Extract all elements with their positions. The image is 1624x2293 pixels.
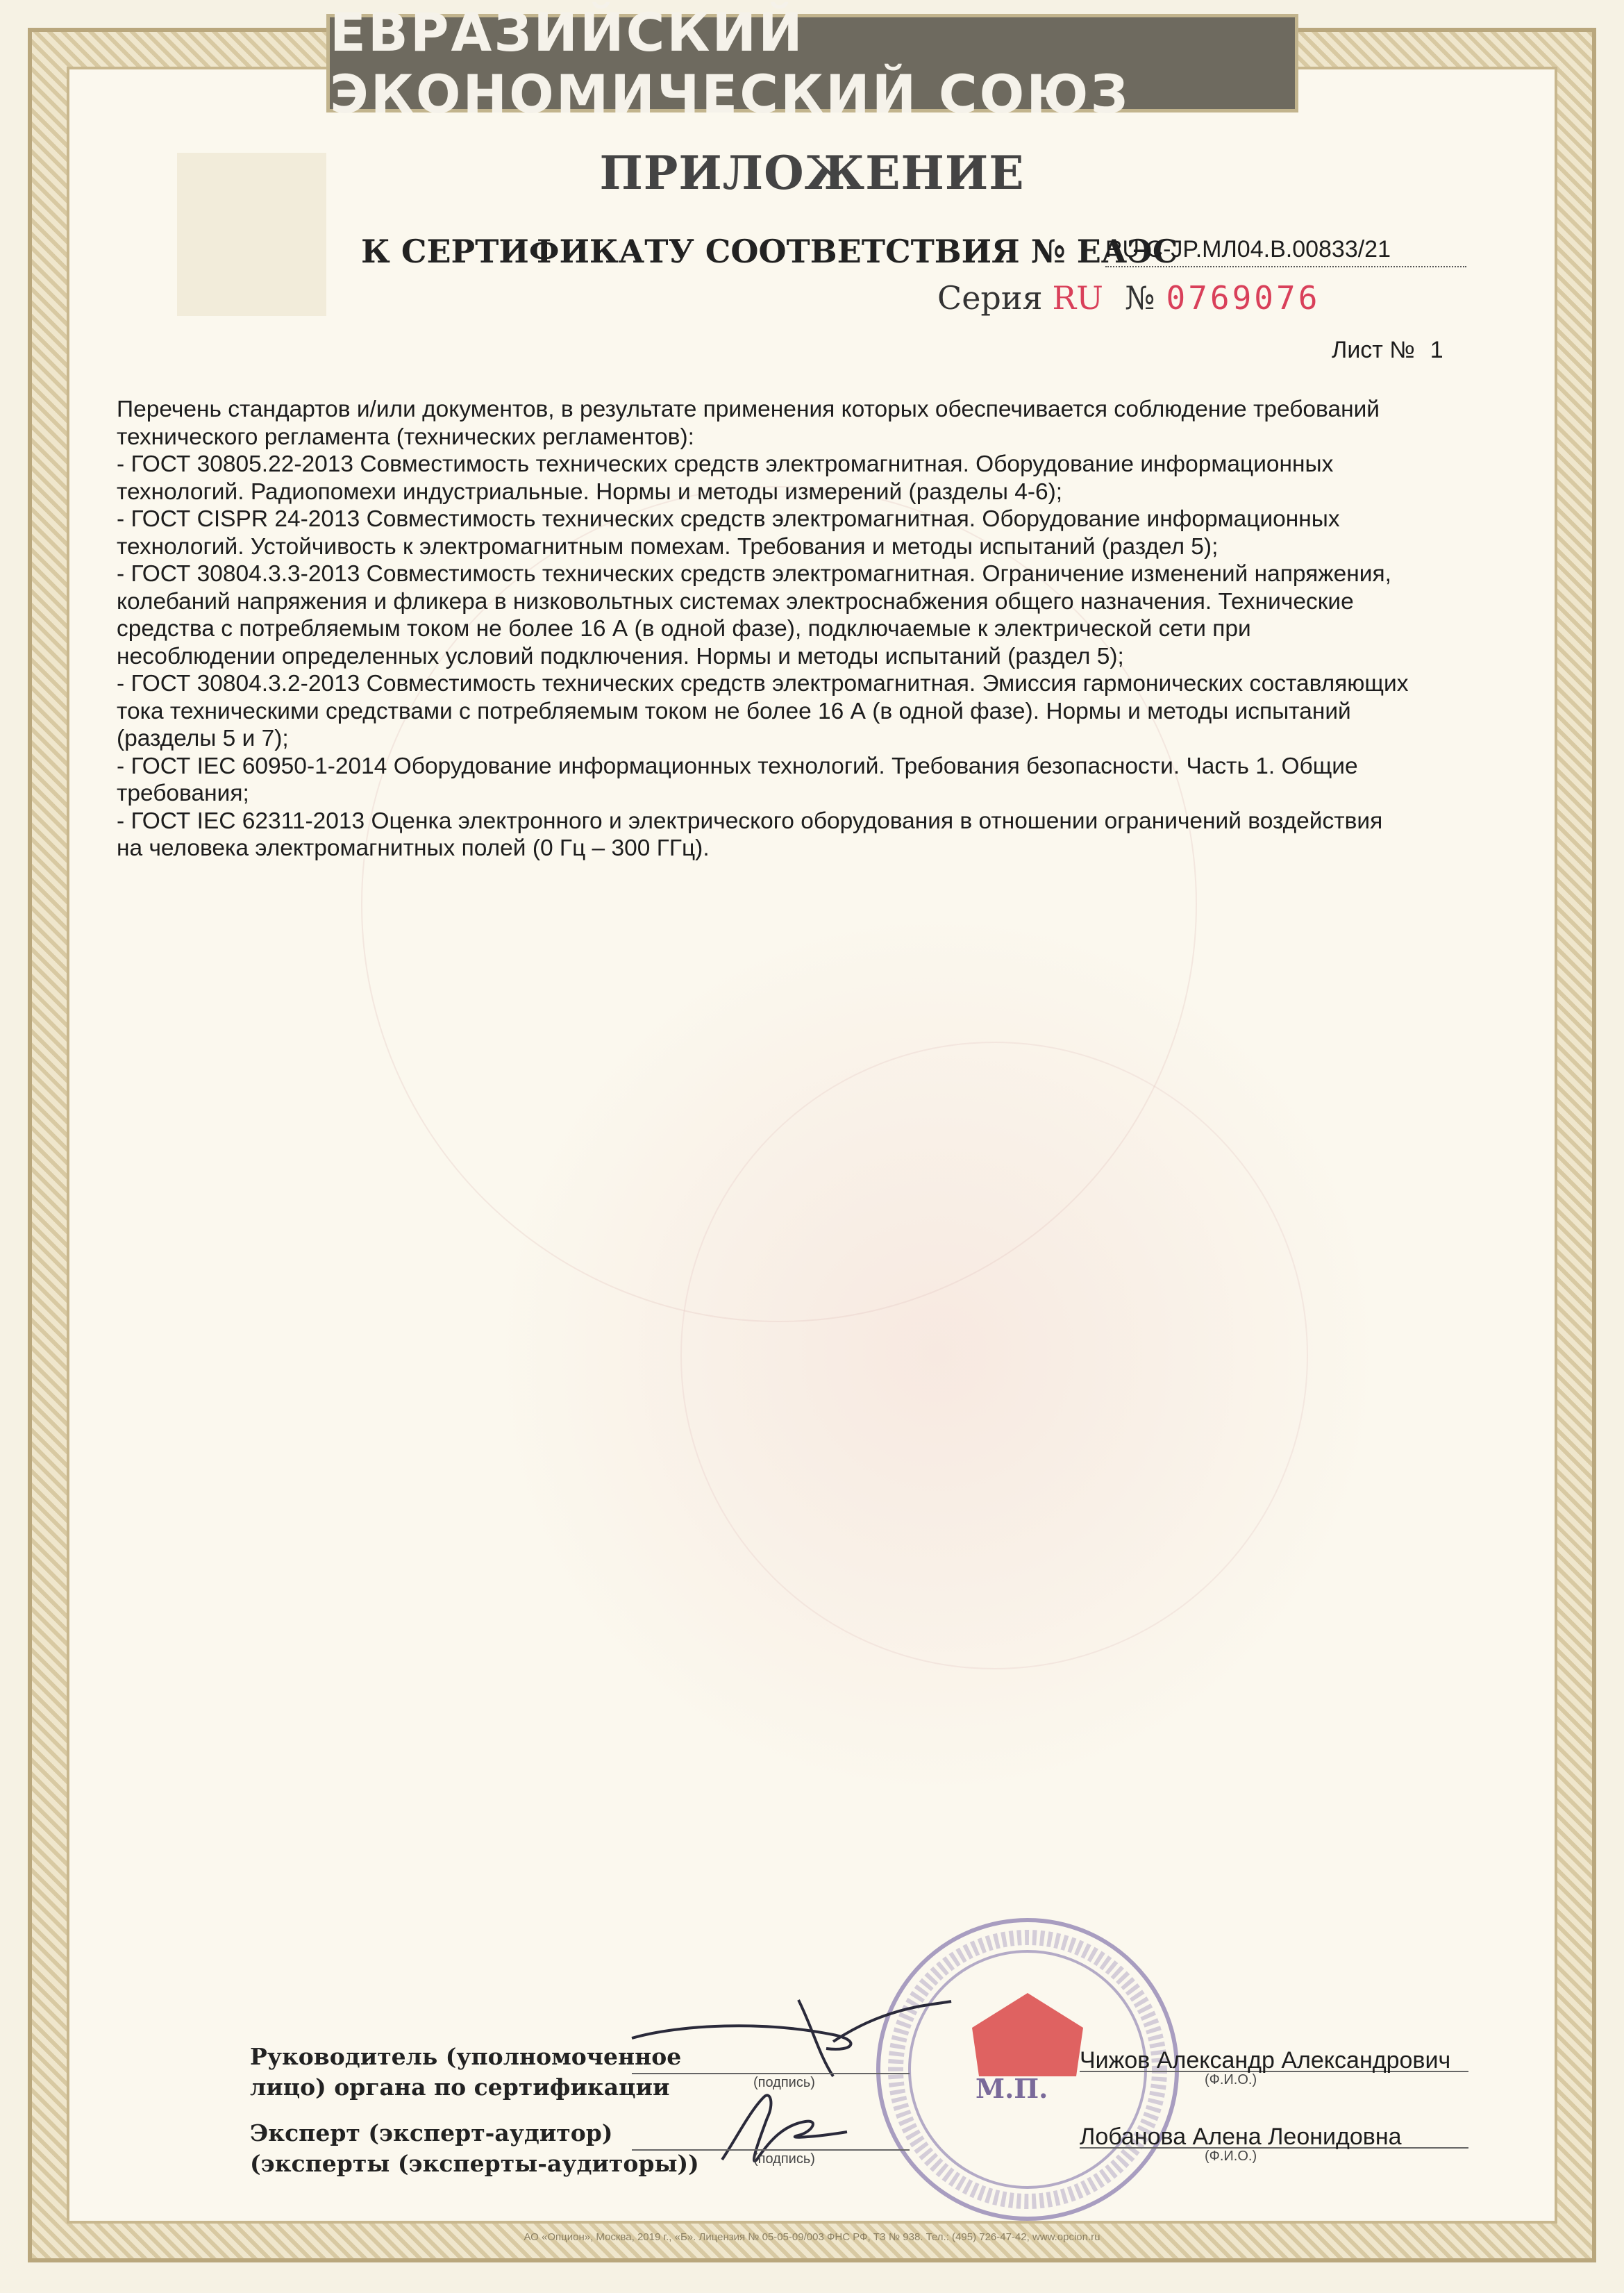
sheet-label: Лист №: [1332, 337, 1415, 363]
blank-number: 0769076: [1166, 279, 1321, 317]
union-banner: [326, 1, 1298, 125]
text-line: на человека электромагнитных полей (0 Гц – 300 ГГц).: [117, 835, 710, 861]
sheet-value: 1: [1430, 337, 1443, 363]
series-label: Серия: [937, 279, 1043, 317]
signature-line: [632, 2073, 910, 2074]
text-line: - ГОСТ CISPR 24-2013 Совместимость технических средств электромагнитная. Оборудование информационных: [117, 506, 1340, 532]
page-title: ПРИЛОЖЕНИЕ: [599, 146, 1025, 200]
text-line: Перечень стандартов и/или документов, в результате применения которых обеспечивается соблюдение требований: [117, 397, 1380, 422]
signature-line: [632, 2149, 910, 2151]
text-line: колебаний напряжения и фликера в низковольтных системах электроснабжения общего назначения. Технические: [117, 588, 1354, 615]
series-field: [937, 279, 1103, 317]
text-line: - ГОСТ IEC 60950-1-2014 Оборудование информационных технологий. Требования безопасности. Часть 1. Общие: [117, 753, 1358, 779]
union-title: ЕВРАЗИЙСКИЙ ЭКОНОМИЧЕСКИЙ СОЮЗ: [330, 1, 1130, 125]
fio-caption: (Ф.И.О.): [1205, 2072, 1257, 2087]
head-role-line: лицо) органа по сертификации: [250, 2074, 670, 2101]
expert-role-label: [250, 2118, 699, 2179]
head-name: Чижов Александр Александрович: [1080, 2047, 1451, 2074]
expert-role-line: (эксперты (эксперты-аудиторы)): [250, 2150, 699, 2177]
text-line: - ГОСТ IEC 62311-2013 Оценка электронного и электрического оборудования в отношении ограничений воздействия: [117, 808, 1383, 834]
expert-name: Лобанова Алена Леонидовна: [1080, 2124, 1402, 2150]
fio-caption: (Ф.И.О.): [1205, 2149, 1257, 2164]
sheet-number: [1332, 337, 1443, 364]
printer-footer: АО «Опцион», Москва, 2019 г., «Б». Лицензия № 05-05-09/003 ФНС РФ, ТЗ № 938. Тел.: (495) 726-47-42, www.opcion.ru: [524, 2231, 1100, 2243]
text-line: несоблюдении определенных условий подключения. Нормы и методы испытаний (раздел 5);: [117, 643, 1124, 669]
head-role-label: [250, 2042, 681, 2103]
text-line: - ГОСТ 30805.22-2013 Совместимость технических средств электромагнитная. Оборудование информационных: [117, 451, 1334, 477]
head-role-line: Руководитель (уполномоченное: [250, 2043, 682, 2070]
series-value: RU: [1052, 279, 1103, 317]
text-line: средства с потребляемым током не более 16 А (в одной фазе), подключаемые к электрической сети при: [117, 616, 1251, 642]
text-line: технологий. Радиопомехи индустриальные. Нормы и методы измерений (разделы 4-6);: [117, 478, 1063, 505]
text-line: требования;: [117, 781, 249, 806]
text-line: - ГОСТ 30804.3.2-2013 Совместимость технических средств электромагнитная. Эмиссия гармонических составляющих: [117, 671, 1409, 697]
text-line: (разделы 5 и 7);: [117, 726, 289, 751]
text-line: - ГОСТ 30804.3.3-2013 Совместимость технических средств электромагнитная. Ограничение изменений напряжения,: [117, 561, 1391, 587]
text-line: технического регламента (технических регламентов):: [117, 424, 694, 450]
standards-list: [117, 396, 1526, 862]
signature-caption: (подпись): [753, 2151, 815, 2167]
text-line: тока техническими средствами с потребляемым током не более 16 А (в одной фазе). Нормы и методы испытаний: [117, 698, 1351, 724]
number-label: №: [1125, 279, 1155, 317]
text-line: технологий. Устойчивость к электромагнитным помехам. Требования и методы испытаний (раздел 5);: [117, 533, 1219, 560]
expert-role-line: Эксперт (эксперт-аудитор): [250, 2119, 613, 2146]
blank-number-field: [1125, 279, 1320, 317]
signature-caption: (подпись): [753, 2075, 815, 2090]
stamp-label: М.П.: [976, 2073, 1048, 2104]
certificate-prefix: К СЕРТИФИКАТУ СООТВЕТСТВИЯ № ЕАЭС: [361, 233, 1178, 270]
certificate-number: RU С-JP.МЛ04.В.00833/21: [1105, 236, 1466, 267]
guilloche-swirl: [680, 1042, 1308, 1669]
